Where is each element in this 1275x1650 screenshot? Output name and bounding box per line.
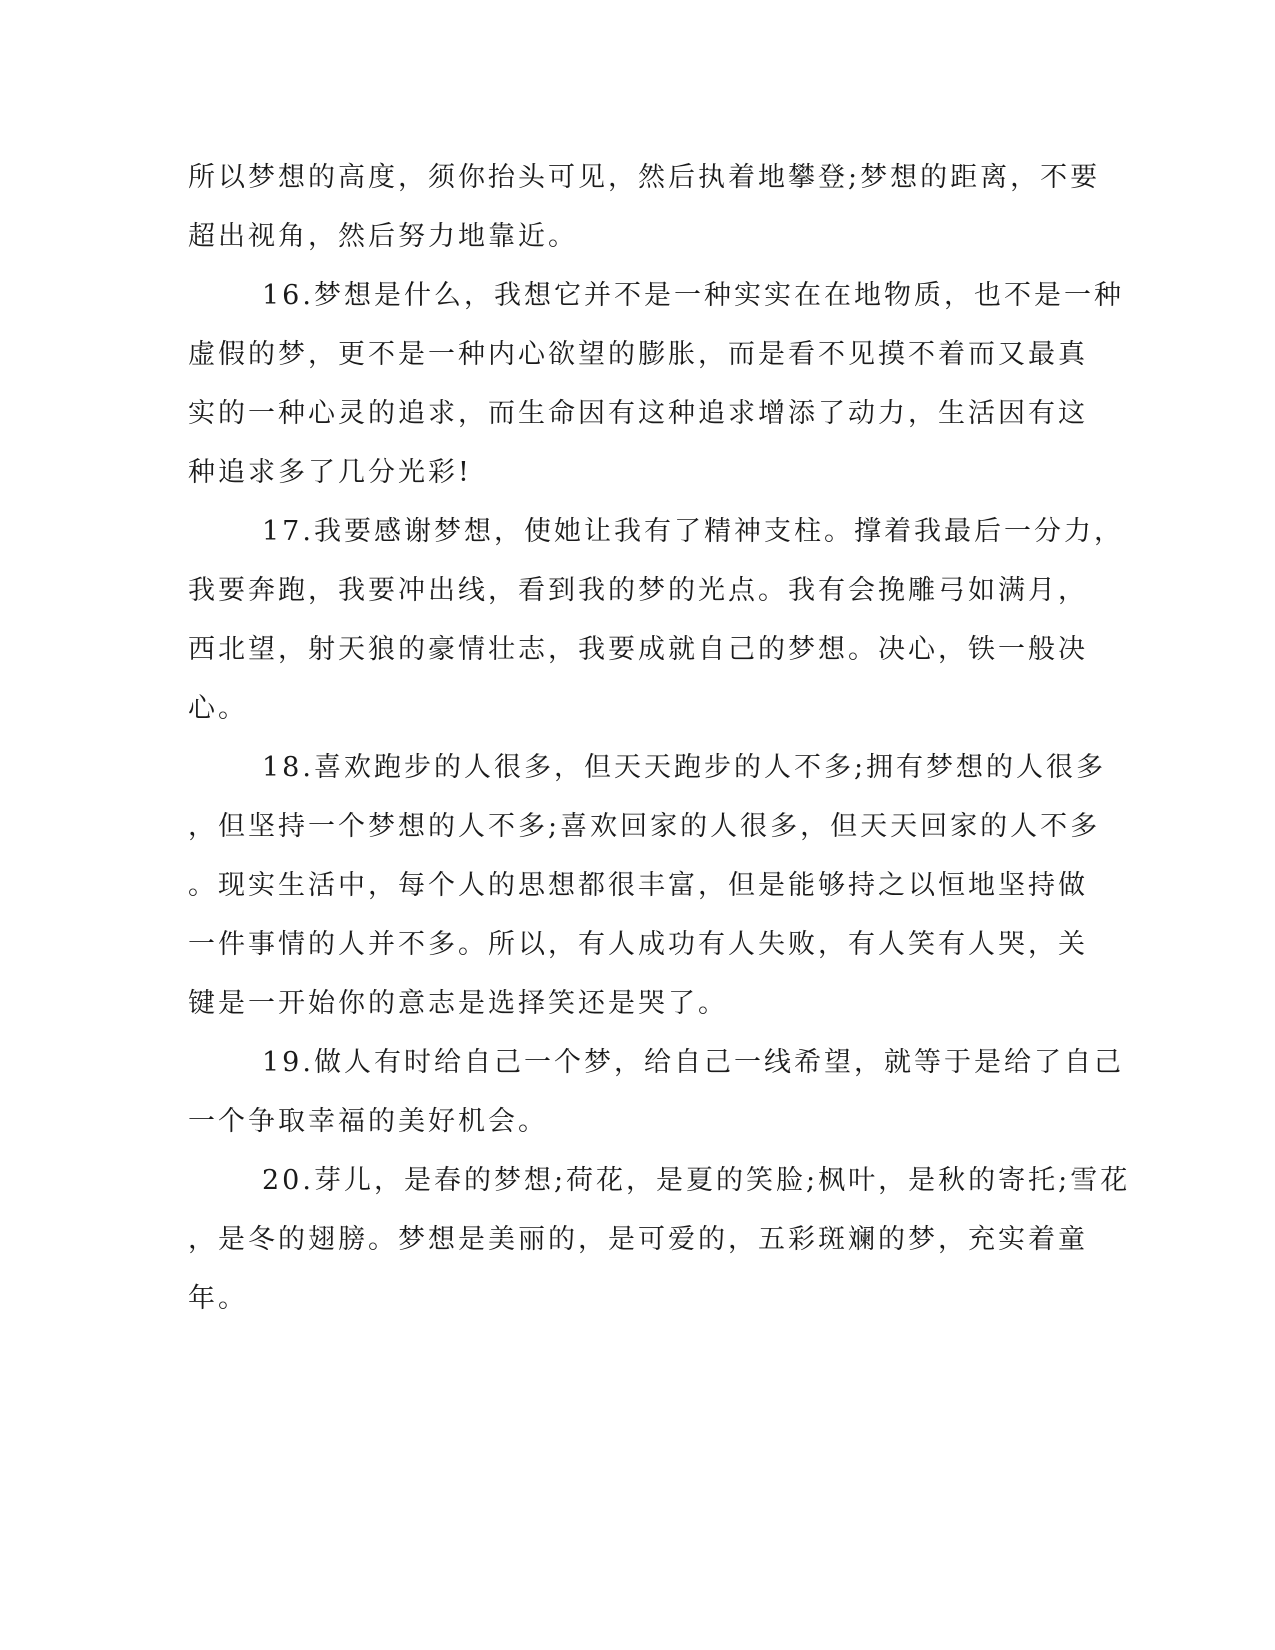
text-line: 一件事情的人并不多。所以，有人成功有人失败，有人笑有人哭，关 (188, 929, 1088, 960)
paragraph-19-first-line: 19.做人有时给自己一个梦，给自己一线希望，就等于是给了自己 (262, 1047, 1124, 1078)
text-line: 虚假的梦，更不是一种内心欲望的膨胀，而是看不见摸不着而又最真 (188, 339, 1088, 370)
paragraph-20-first-line: 20.芽儿，是春的梦想;荷花，是夏的笑脸;枫叶，是秋的寄托;雪花 (262, 1165, 1131, 1196)
text-line: 实的一种心灵的追求，而生命因有这种追求增添了动力，生活因有这 (188, 398, 1088, 429)
paragraph-17-first-line: 17.我要感谢梦想，使她让我有了精神支柱。撑着我最后一分力， (262, 516, 1124, 547)
paragraph-16-first-line: 16.梦想是什么，我想它并不是一种实实在在地物质，也不是一种 (262, 280, 1124, 311)
text-line: 一个争取幸福的美好机会。 (188, 1106, 548, 1137)
text-line: ，是冬的翅膀。梦想是美丽的，是可爱的，五彩斑斓的梦，充实着童 (188, 1224, 1088, 1255)
text-line: 超出视角，然后努力地靠近。 (188, 221, 578, 252)
text-line: ，但坚持一个梦想的人不多;喜欢回家的人很多，但天天回家的人不多 (188, 811, 1101, 842)
text-line: 。现实生活中，每个人的思想都很丰富，但是能够持之以恒地坚持做 (188, 870, 1088, 901)
text-line: 年。 (188, 1283, 248, 1314)
paragraph-18-first-line: 18.喜欢跑步的人很多，但天天跑步的人不多;拥有梦想的人很多 (262, 752, 1107, 783)
text-line: 键是一开始你的意志是选择笑还是哭了。 (188, 988, 728, 1019)
text-line: 种追求多了几分光彩! (188, 457, 472, 488)
text-line: 心。 (188, 693, 248, 724)
text-line: 所以梦想的高度，须你抬头可见，然后执着地攀登;梦想的距离，不要 (188, 162, 1101, 193)
text-line: 西北望，射天狼的豪情壮志，我要成就自己的梦想。决心，铁一般决 (188, 634, 1088, 665)
text-line: 我要奔跑，我要冲出线，看到我的梦的光点。我有会挽雕弓如满月， (188, 575, 1088, 606)
